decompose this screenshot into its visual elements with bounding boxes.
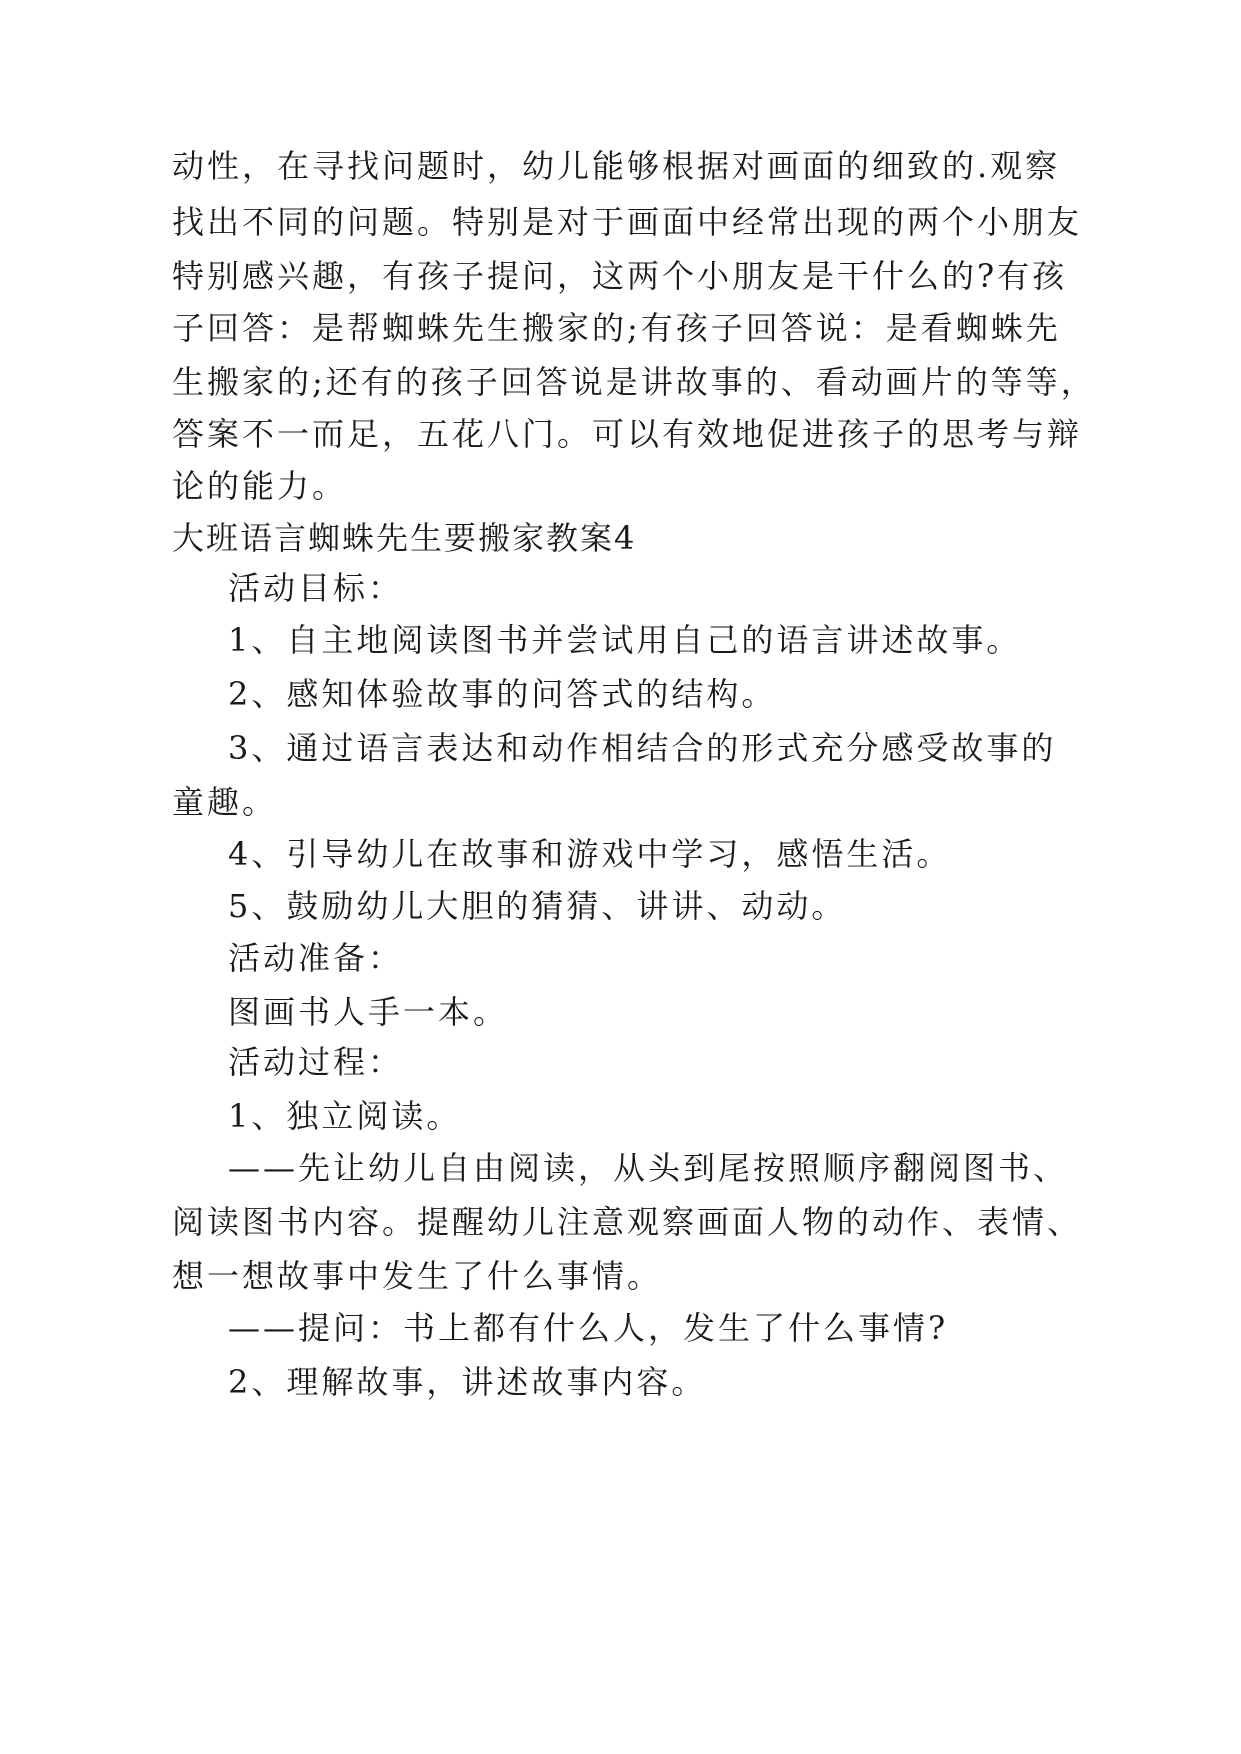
paragraph-line: 找出不同的问题。特别是对于画面中经常出现的两个小朋友: [172, 203, 1083, 241]
process-step-1-detail: 想一想故事中发生了什么事情。: [172, 1257, 663, 1295]
process-step-2: 2、理解故事，讲述故事内容。: [228, 1363, 707, 1401]
paragraph-line: 答案不一而足，五花八门。可以有效地促进孩子的思考与辩: [172, 415, 1083, 453]
process-heading: 活动过程：: [228, 1043, 404, 1081]
goals-heading: 活动目标：: [228, 569, 404, 607]
goal-item-continued: 童趣。: [172, 783, 278, 821]
paragraph-line: 特别感兴趣，有孩子提问，这两个小朋友是干什么的?有孩: [172, 257, 1068, 295]
paragraph-line: 子回答：是帮蜘蛛先生搬家的;有孩子回答说：是看蜘蛛先: [172, 309, 1061, 347]
paragraph-line: 动性，在寻找问题时，幼儿能够根据对画面的细致的.观察: [172, 147, 1061, 185]
goal-item: 4、引导幼儿在故事和游戏中学习，感悟生活。: [228, 835, 952, 873]
process-step-1-detail: ——先让幼儿自由阅读，从头到尾按照顺序翻阅图书、: [228, 1149, 1069, 1187]
goal-item: 2、感知体验故事的问答式的结构。: [228, 675, 777, 713]
process-step-1-detail: 阅读图书内容。提醒幼儿注意观察画面人物的动作、表情、: [172, 1203, 1083, 1241]
process-question: ——提问：书上都有什么人，发生了什么事情?: [228, 1309, 949, 1347]
paragraph-line: 生搬家的;还有的孩子回答说是讲故事的、看动画片的等等，: [172, 363, 1096, 401]
goal-item: 1、自主地阅读图书并尝试用自己的语言讲述故事。: [228, 621, 1022, 659]
process-step-1: 1、独立阅读。: [228, 1097, 462, 1135]
paragraph-line: 论的能力。: [172, 467, 348, 505]
goal-item: 3、通过语言表达和动作相结合的形式充分感受故事的: [228, 729, 1057, 767]
preparation-heading: 活动准备：: [228, 939, 404, 977]
section-title: 大班语言蜘蛛先生要搬家教案4: [172, 519, 637, 557]
preparation-text: 图画书人手一本。: [228, 993, 509, 1031]
goal-item: 5、鼓励幼儿大胆的猜猜、讲讲、动动。: [228, 887, 847, 925]
